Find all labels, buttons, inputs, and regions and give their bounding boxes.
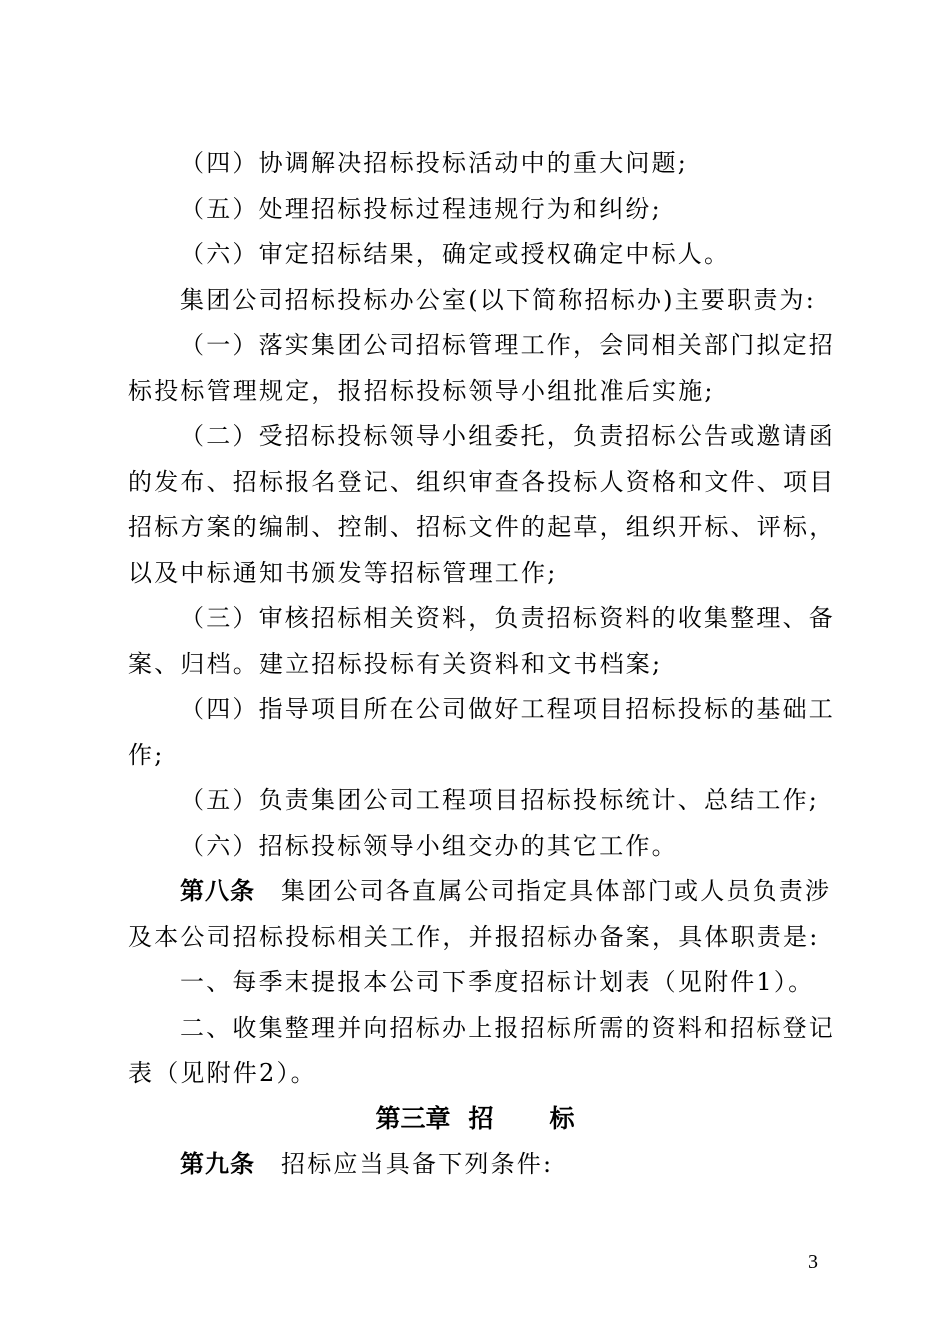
paragraph-line: （五）处理招标投标过程违规行为和纠纷; (180, 195, 662, 223)
paragraph-line: 标投标管理规定，报招标投标领导小组批准后实施; (128, 377, 715, 405)
paragraph-line: （五）负责集团公司工程项目招标投标统计、总结工作; (180, 786, 820, 814)
paragraph-line: 集团公司招标投标办公室(以下简称招标办)主要职责为: (180, 286, 817, 314)
paragraph-line: （一）落实集团公司招标管理工作，会同相关部门拟定招 (180, 331, 835, 359)
article-8-text: 集团公司各直属公司指定具体部门或人员负责涉 (281, 877, 832, 905)
paragraph-line: 以及中标通知书颁发等招标管理工作; (128, 559, 558, 587)
chapter-label: 第三章 (375, 1104, 451, 1133)
list-item: 二、收集整理并向招标办上报招标所需的资料和招标登记 (180, 1014, 835, 1042)
paragraph-line: 的发布、招标报名登记、组织审查各投标人资格和文件、项目 (128, 468, 836, 496)
paragraph-line: （三）审核招标相关资料，负责招标资料的收集整理、备 (180, 604, 835, 632)
paragraph-line: 招标方案的编制、控制、招标文件的起草，组织开标、评标， (128, 513, 836, 541)
article-8-line (180, 871, 832, 911)
article-9-text: 招标应当具备下列条件: (281, 1150, 554, 1178)
list-item: 表（见附件2）。 (128, 1059, 317, 1087)
paragraph-line: （二）受招标投标领导小组委托，负责招标公告或邀请函 (180, 422, 835, 450)
paragraph-line: （六）招标投标领导小组交办的其它工作。 (180, 832, 678, 860)
paragraph-line: 及本公司招标投标相关工作，并报招标办备案，具体职责是: (128, 923, 820, 951)
list-item: 一、每季末提报本公司下季度招标计划表（见附件1）。 (180, 968, 815, 996)
article-9-label: 第九条 (180, 1150, 255, 1178)
paragraph-line: 作; (128, 741, 165, 769)
chapter-title-1: 招 (468, 1104, 494, 1133)
paragraph-line: （四）指导项目所在公司做好工程项目招标投标的基础工 (180, 695, 835, 723)
paragraph-line: 案、归档。建立招标投标有关资料和文书档案; (128, 650, 663, 678)
chapter-heading (0, 1099, 950, 1139)
article-9-line (180, 1144, 824, 1184)
paragraph-line: （六）审定招标结果，确定或授权确定中标人。 (180, 240, 731, 268)
chapter-title-2: 标 (549, 1104, 575, 1133)
paragraph-line: （四）协调解决招标投标活动中的重大问题; (180, 149, 689, 177)
article-8-label: 第八条 (180, 877, 255, 905)
page-number: 3 (808, 1251, 818, 1273)
